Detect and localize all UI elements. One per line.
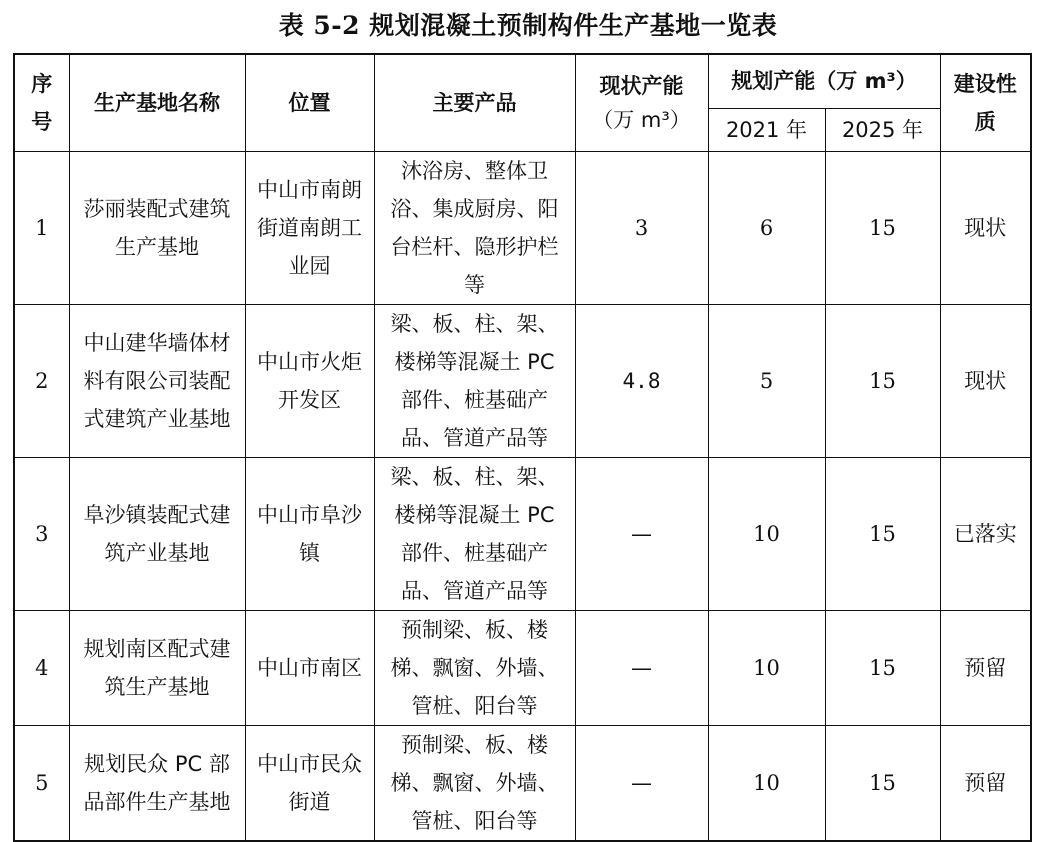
table-caption: 表 5-2 规划混凝土预制构件生产基地一览表 — [278, 11, 778, 40]
cell-nature: 现状 — [940, 304, 1031, 457]
table-row — [14, 610, 1031, 725]
production-base-table — [13, 53, 1032, 842]
cell-name: 规划南区配式建筑生产基地 — [69, 610, 245, 725]
header-no: 序号 — [14, 54, 69, 151]
header-location: 位置 — [245, 54, 374, 151]
cell-products: 梁、板、柱、架、楼梯等混凝土 PC 部件、桩基础产品、管道产品等 — [374, 457, 575, 610]
header-year-2021: 2021 年 — [708, 108, 825, 151]
cell-plan-2025: 15 — [825, 725, 940, 841]
cell-products: 沐浴房、整体卫浴、集成厨房、阳台栏杆、隐形护栏等 — [374, 151, 575, 304]
header-current-capacity — [575, 54, 708, 151]
cell-current-capacity: — — [575, 457, 708, 610]
cell-location: 中山市民众街道 — [245, 725, 374, 841]
cell-products: 预制梁、板、楼梯、飘窗、外墙、管桩、阳台等 — [374, 725, 575, 841]
cell-plan-2025: 15 — [825, 610, 940, 725]
cell-nature: 现状 — [940, 151, 1031, 304]
cell-products: 预制梁、板、楼梯、飘窗、外墙、管桩、阳台等 — [374, 610, 575, 725]
header-planned-capacity: 规划产能（万 m³） — [708, 54, 940, 108]
cell-location: 中山市阜沙镇 — [245, 457, 374, 610]
cell-plan-2025: 15 — [825, 151, 940, 304]
cell-name: 阜沙镇装配式建筑产业基地 — [69, 457, 245, 610]
cell-name: 中山建华墙体材料有限公司装配式建筑产业基地 — [69, 304, 245, 457]
cell-no: 5 — [14, 725, 69, 841]
cell-current-capacity: 4.8 — [575, 304, 708, 457]
header-nature: 建设性质 — [940, 54, 1031, 151]
cell-plan-2021: 10 — [708, 457, 825, 610]
cell-location: 中山市火炬开发区 — [245, 304, 374, 457]
cell-name: 规划民众 PC 部品部件生产基地 — [69, 725, 245, 841]
cell-plan-2025: 15 — [825, 457, 940, 610]
header-year-2025: 2025 年 — [825, 108, 940, 151]
cell-plan-2021: 10 — [708, 725, 825, 841]
cell-current-capacity: 3 — [575, 151, 708, 304]
cell-plan-2021: 5 — [708, 304, 825, 457]
header-products: 主要产品 — [374, 54, 575, 151]
cell-products: 梁、板、柱、架、楼梯等混凝土 PC 部件、桩基础产品、管道产品等 — [374, 304, 575, 457]
cell-nature: 预留 — [940, 610, 1031, 725]
cell-no: 3 — [14, 457, 69, 610]
cell-no: 1 — [14, 151, 69, 304]
table-row — [14, 457, 1031, 610]
cell-location: 中山市南区 — [245, 610, 374, 725]
cell-name: 莎丽装配式建筑生产基地 — [69, 151, 245, 304]
table-row — [14, 151, 1031, 304]
cell-no: 4 — [14, 610, 69, 725]
cell-plan-2025: 15 — [825, 304, 940, 457]
cell-plan-2021: 6 — [708, 151, 825, 304]
header-current-capacity-unit: （万 m³） — [592, 107, 691, 132]
cell-plan-2021: 10 — [708, 610, 825, 725]
cell-location: 中山市南朗街道南朗工业园 — [245, 151, 374, 304]
cell-current-capacity: — — [575, 725, 708, 841]
header-name: 生产基地名称 — [69, 54, 245, 151]
header-current-capacity-label: 现状产能 — [599, 73, 684, 98]
table-row — [14, 725, 1031, 841]
cell-nature: 已落实 — [940, 457, 1031, 610]
cell-current-capacity: — — [575, 610, 708, 725]
cell-no: 2 — [14, 304, 69, 457]
table-row — [14, 304, 1031, 457]
cell-nature: 预留 — [940, 725, 1031, 841]
